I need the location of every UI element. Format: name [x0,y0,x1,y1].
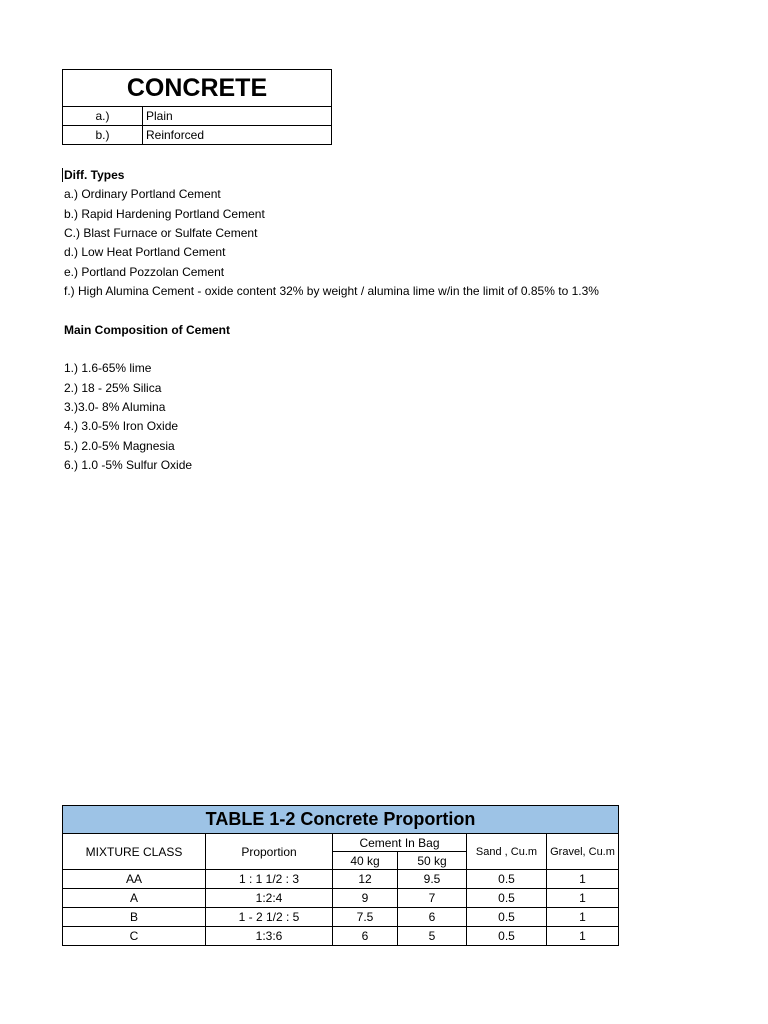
table-title: TABLE 1-2 Concrete Proportion [63,806,619,834]
diff-type-item: a.) Ordinary Portland Cement [64,187,221,201]
cell-40kg: 9 [333,889,398,908]
table-row [63,927,619,946]
cell-class: AA [63,870,206,889]
table-row [63,908,619,927]
diff-types-heading-text: Diff. Types [64,168,125,182]
cell-50kg: 9.5 [398,870,467,889]
cell-gravel: 1 [547,908,619,927]
diff-type-item: f.) High Alumina Cement - oxide content 32% by weight / alumina lime w/in the limit of 0.85% to 1.3% [64,284,599,298]
cell-sand: 0.5 [467,927,547,946]
cell-class: C [63,927,206,946]
composition-item: 4.) 3.0-5% Iron Oxide [64,419,179,433]
cell-proportion: 1:3:6 [206,927,333,946]
cell-proportion: 1:2:4 [206,889,333,908]
header-mixture-class: MIXTURE CLASS [63,834,206,870]
composition-item: 1.) 1.6-65% lime [64,361,152,375]
cell-40kg: 6 [333,927,398,946]
cell-gravel: 1 [547,870,619,889]
cell-sand: 0.5 [467,870,547,889]
header-50kg: 50 kg [398,852,467,870]
cell-gravel: 1 [547,889,619,908]
cell-sand: 0.5 [467,889,547,908]
composition-item: 6.) 1.0 -5% Sulfur Oxide [64,458,193,472]
header-sand: Sand , Cu.m [467,834,547,870]
header-gravel: Gravel, Cu.m [547,834,619,870]
cell-gravel: 1 [547,927,619,946]
cell-class: B [63,908,206,927]
diff-types-heading [64,167,124,183]
composition-item: 3.)3.0- 8% Alumina [64,400,166,414]
concrete-box [62,69,332,145]
composition-item: 2.) 18 - 25% Silica [64,381,162,395]
cell-40kg: 12 [333,870,398,889]
concrete-proportion-table [62,805,619,946]
composition-item: 5.) 2.0-5% Magnesia [64,439,175,453]
cell-50kg: 6 [398,908,467,927]
diff-type-item: C.) Blast Furnace or Sulfate Cement [64,226,258,240]
cell-sand: 0.5 [467,908,547,927]
header-cement-in-bag: Cement In Bag [333,834,467,852]
concrete-label: a.) [63,107,143,126]
concrete-title: CONCRETE [63,70,332,107]
cell-class: A [63,889,206,908]
cell-50kg: 5 [398,927,467,946]
table-row [63,870,619,889]
concrete-value: Plain [143,107,332,126]
composition-heading: Main Composition of Cement [64,323,230,337]
diff-type-item: e.) Portland Pozzolan Cement [64,265,225,279]
table-row [63,889,619,908]
cell-proportion: 1 : 1 1/2 : 3 [206,870,333,889]
concrete-label: b.) [63,126,143,145]
header-proportion: Proportion [206,834,333,870]
cell-proportion: 1 - 2 1/2 : 5 [206,908,333,927]
cell-40kg: 7.5 [333,908,398,927]
header-40kg: 40 kg [333,852,398,870]
diff-type-item: d.) Low Heat Portland Cement [64,245,226,259]
cell-50kg: 7 [398,889,467,908]
concrete-value: Reinforced [143,126,332,145]
diff-type-item: b.) Rapid Hardening Portland Cement [64,207,265,221]
